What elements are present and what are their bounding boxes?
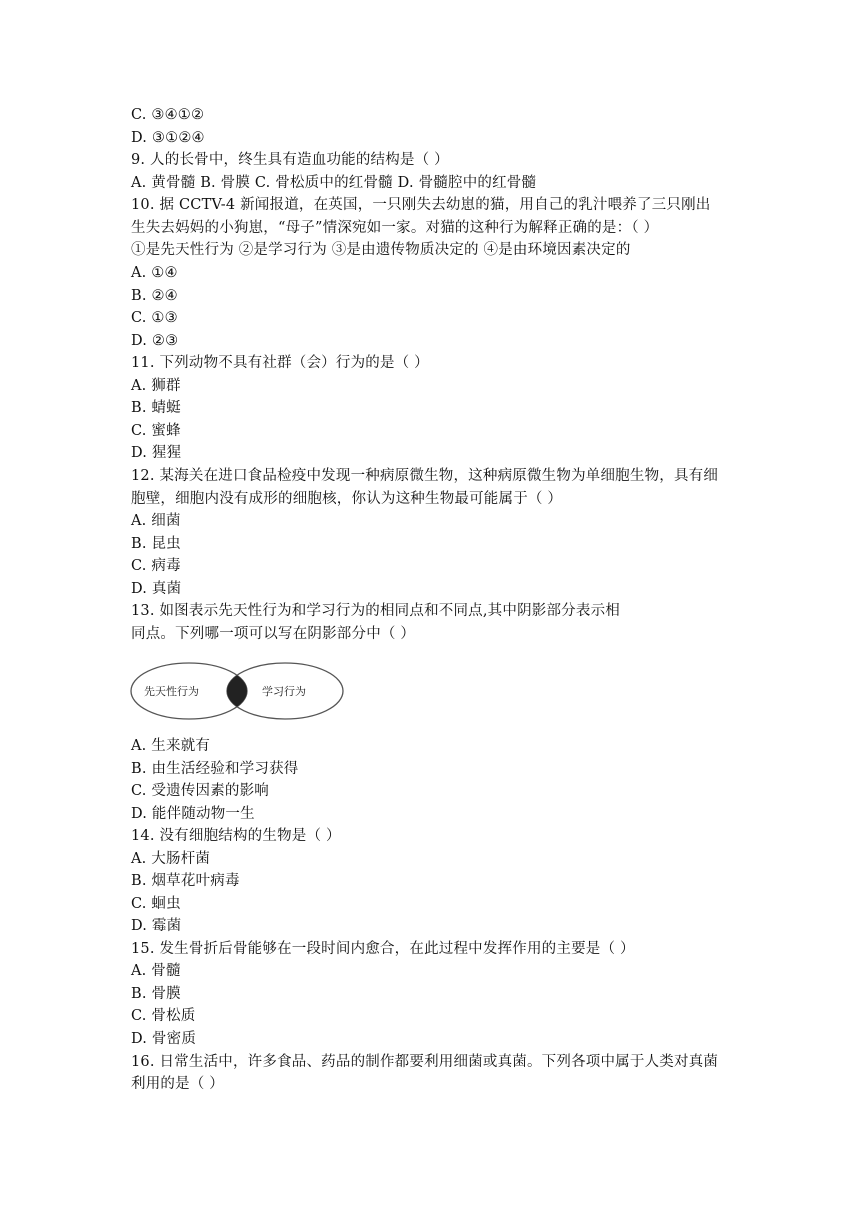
option-line: D. ②③ xyxy=(131,333,179,349)
option-line: D. 霉菌 xyxy=(131,918,182,934)
option-line: C. 蛔虫 xyxy=(131,896,181,912)
option-line: C. 病毒 xyxy=(131,558,181,574)
option-line: D. ③①②④ xyxy=(131,130,205,146)
question-10-line-2: 生失去妈妈的小狗崽，“母子”情深宛如一家。对猫的这种行为解释正确的是：（ ） xyxy=(131,220,659,236)
option-line: B. 骨膜 xyxy=(131,986,181,1002)
question-16-line-1: 16. 日常生活中，许多食品、药品的制作都要利用细菌或真菌。下列各项中属于人类对真菌 xyxy=(131,1054,719,1070)
question-9: 9. 人的长骨中，终生具有造血功能的结构是（ ） xyxy=(131,152,449,168)
option-line: A. 生来就有 xyxy=(131,738,211,754)
question-11: 11. 下列动物不具有社群（会）行为的是（ ） xyxy=(131,355,429,371)
question-10-statements: ①是先天性行为 ②是学习行为 ③是由遗传物质决定的 ④是由环境因素决定的 xyxy=(131,242,631,258)
option-line: C. 蜜蜂 xyxy=(131,423,181,439)
option-line: C. ③④①② xyxy=(131,107,205,123)
question-14: 14. 没有细胞结构的生物是（ ） xyxy=(131,828,341,844)
right-label: 学习行为 xyxy=(262,685,306,698)
option-line: B. 蜻蜓 xyxy=(131,400,181,416)
option-line: B. 由生活经验和学习获得 xyxy=(131,761,299,777)
left-label: 先天性行为 xyxy=(144,685,199,698)
option-line: A. 细菌 xyxy=(131,513,181,529)
option-line: D. 真菌 xyxy=(131,581,182,597)
option-line: C. 骨松质 xyxy=(131,1008,196,1024)
option-line: D. 猩猩 xyxy=(131,445,182,461)
option-line: A. 大肠杆菌 xyxy=(131,851,211,867)
option-line: B. 烟草花叶病毒 xyxy=(131,873,240,889)
question-13-line-2: 同点。下列哪一项可以写在阴影部分中（ ） xyxy=(131,626,416,642)
question-12-line-1: 12. 某海关在进口食品检疫中发现一种病原微生物，这种病原微生物为单细胞生物，具有细 xyxy=(131,468,719,484)
question-13-line-1: 13. 如图表示先天性行为和学习行为的相同点和不同点,其中阴影部分表示相 xyxy=(131,603,620,619)
option-line: D. 能伴随动物一生 xyxy=(131,806,255,822)
question-10-line-1: 10. 据 CCTV-4 新闻报道，在英国，一只刚失去幼崽的猫，用自己的乳汁喂养了三只刚出 xyxy=(131,197,711,213)
option-line: A. 狮群 xyxy=(131,378,181,394)
option-line: D. 骨密质 xyxy=(131,1031,197,1047)
question-15: 15. 发生骨折后骨能够在一段时间内愈合，在此过程中发挥作用的主要是（ ） xyxy=(131,941,635,957)
venn-diagram-figure xyxy=(128,660,346,722)
question-12-line-2: 胞壁，细胞内没有成形的细胞核，你认为这种生物最可能属于（ ） xyxy=(131,491,563,507)
option-line: C. 受遗传因素的影响 xyxy=(131,783,269,799)
question-16-line-2: 利用的是（ ） xyxy=(131,1076,225,1092)
option-line: B. 昆虫 xyxy=(131,536,181,552)
question-9-options: A. 黄骨髓 B. 骨膜 C. 骨松质中的红骨髓 D. 骨髓腔中的红骨髓 xyxy=(131,175,537,191)
option-line: A. 骨髓 xyxy=(131,963,181,979)
option-line: A. ①④ xyxy=(131,265,178,281)
option-line: C. ①③ xyxy=(131,310,178,326)
option-line: B. ②④ xyxy=(131,288,178,304)
